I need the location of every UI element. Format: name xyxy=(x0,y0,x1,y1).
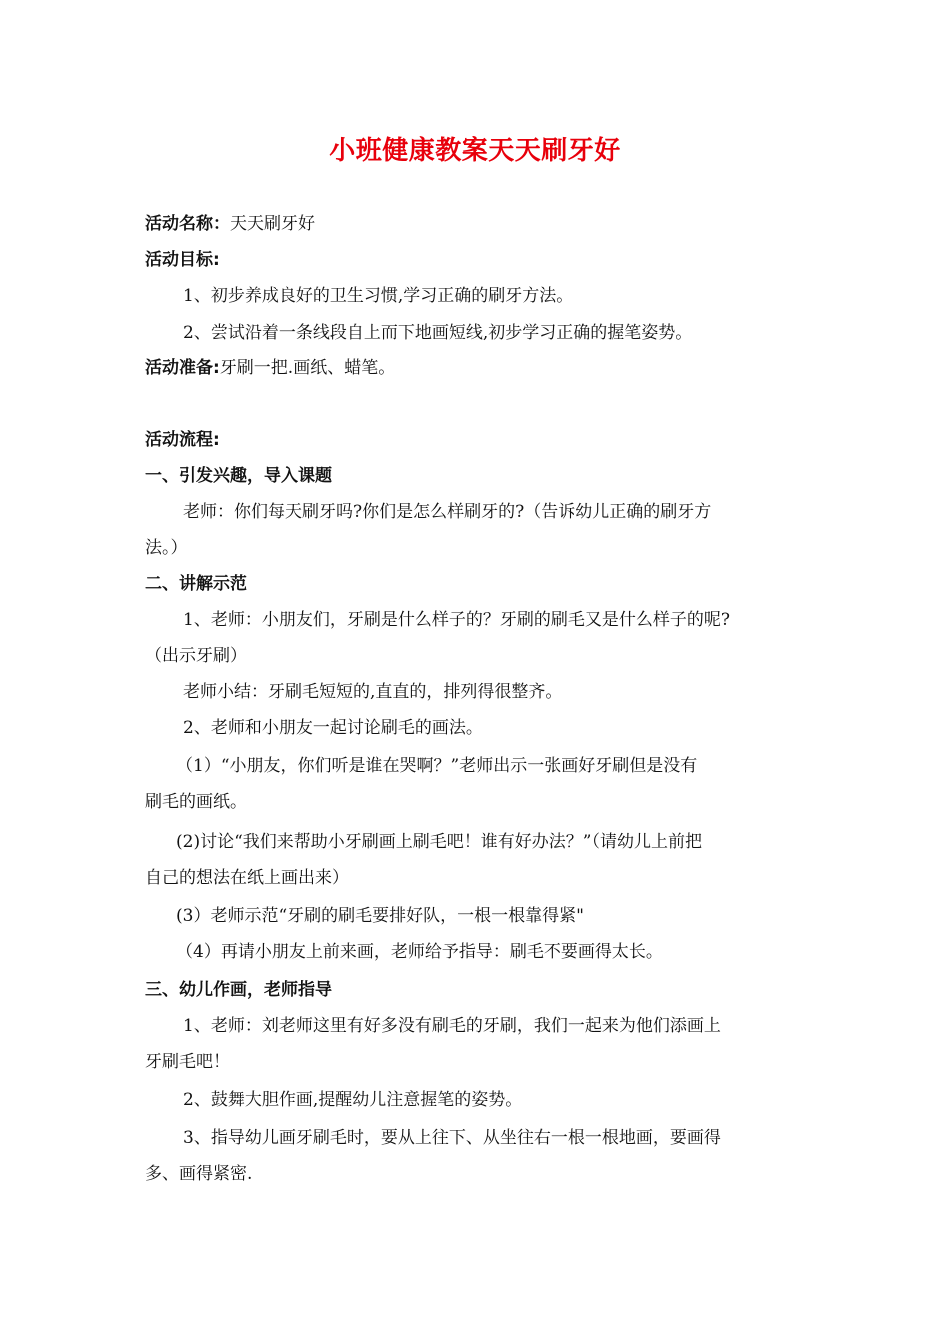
section-2-paragraph-3: 2、老师和小朋友一起讨论刷毛的画法。 xyxy=(183,718,483,738)
section-2-paragraph-5-line-1: (2)讨论“我们来帮助小牙刷画上刷毛吧！谁有好办法？”（请幼儿上前把 xyxy=(176,832,702,852)
section-1-paragraph-line-2: 法。） xyxy=(145,538,188,558)
section-3-paragraph-3-line-2: 多、画得紧密. xyxy=(145,1164,253,1184)
section-1-paragraph-line-1: 老师：你们每天刷牙吗?你们是怎么样刷牙的?（告诉幼儿正确的刷牙方 xyxy=(183,502,712,522)
section-2-paragraph-1-line-2: （出示牙刷） xyxy=(145,646,247,666)
section-2-paragraph-7: （4）再请小朋友上前来画，老师给予指导：刷毛不要画得太长。 xyxy=(176,942,663,962)
goal-item-2: 2、尝试沿着一条线段自上而下地画短线,初步学习正确的握笔姿势。 xyxy=(183,323,693,343)
section-2-paragraph-1-line-1: 1、老师：小朋友们，牙刷是什么样子的？牙刷的刷毛又是什么样子的呢? xyxy=(183,610,730,630)
section-1-heading: 一、引发兴趣，导入课题 xyxy=(145,466,332,486)
activity-name-line xyxy=(145,212,825,236)
document-title: 小班健康教案天天刷牙好 xyxy=(329,136,621,166)
section-3-heading: 三、幼儿作画，老师指导 xyxy=(145,980,332,1000)
activity-name-value: 天天刷牙好 xyxy=(230,214,315,234)
section-2-paragraph-4-line-1: （1）“小朋友，你们听是谁在哭啊？”老师出示一张画好牙刷但是没有 xyxy=(176,756,698,776)
section-2-paragraph-4-line-2: 刷毛的画纸。 xyxy=(145,792,247,812)
section-2-heading: 二、讲解示范 xyxy=(145,574,247,594)
section-2-paragraph-2: 老师小结：牙刷毛短短的,直直的，排列得很整齐。 xyxy=(183,682,563,702)
section-3-paragraph-3-line-1: 3、指导幼儿画牙刷毛时，要从上往下、从坐往右一根一根地画，要画得 xyxy=(183,1128,721,1148)
section-2-paragraph-5-line-2: 自己的想法在纸上画出来） xyxy=(145,868,349,888)
section-3-paragraph-1-line-1: 1、老师：刘老师这里有好多没有刷毛的牙刷，我们一起来为他们添画上 xyxy=(183,1016,721,1036)
activity-prep-label: 活动准备: xyxy=(145,358,220,378)
section-3-paragraph-1-line-2: 牙刷毛吧！ xyxy=(145,1052,230,1072)
activity-flow-label: 活动流程: xyxy=(145,430,220,450)
activity-prep-value: 牙刷一把.画纸、蜡笔。 xyxy=(219,358,396,378)
section-2-paragraph-6: (3）老师示范“牙刷的刷毛要排好队，一根一根靠得紧" xyxy=(176,906,584,926)
goal-item-1: 1、初步养成良好的卫生习惯,学习正确的刷牙方法。 xyxy=(183,286,574,306)
activity-prep-line xyxy=(145,356,825,380)
section-3-paragraph-2: 2、鼓舞大胆作画,提醒幼儿注意握笔的姿势。 xyxy=(183,1090,523,1110)
activity-name-label: 活动名称： xyxy=(145,214,230,234)
activity-goal-label: 活动目标: xyxy=(145,250,220,270)
